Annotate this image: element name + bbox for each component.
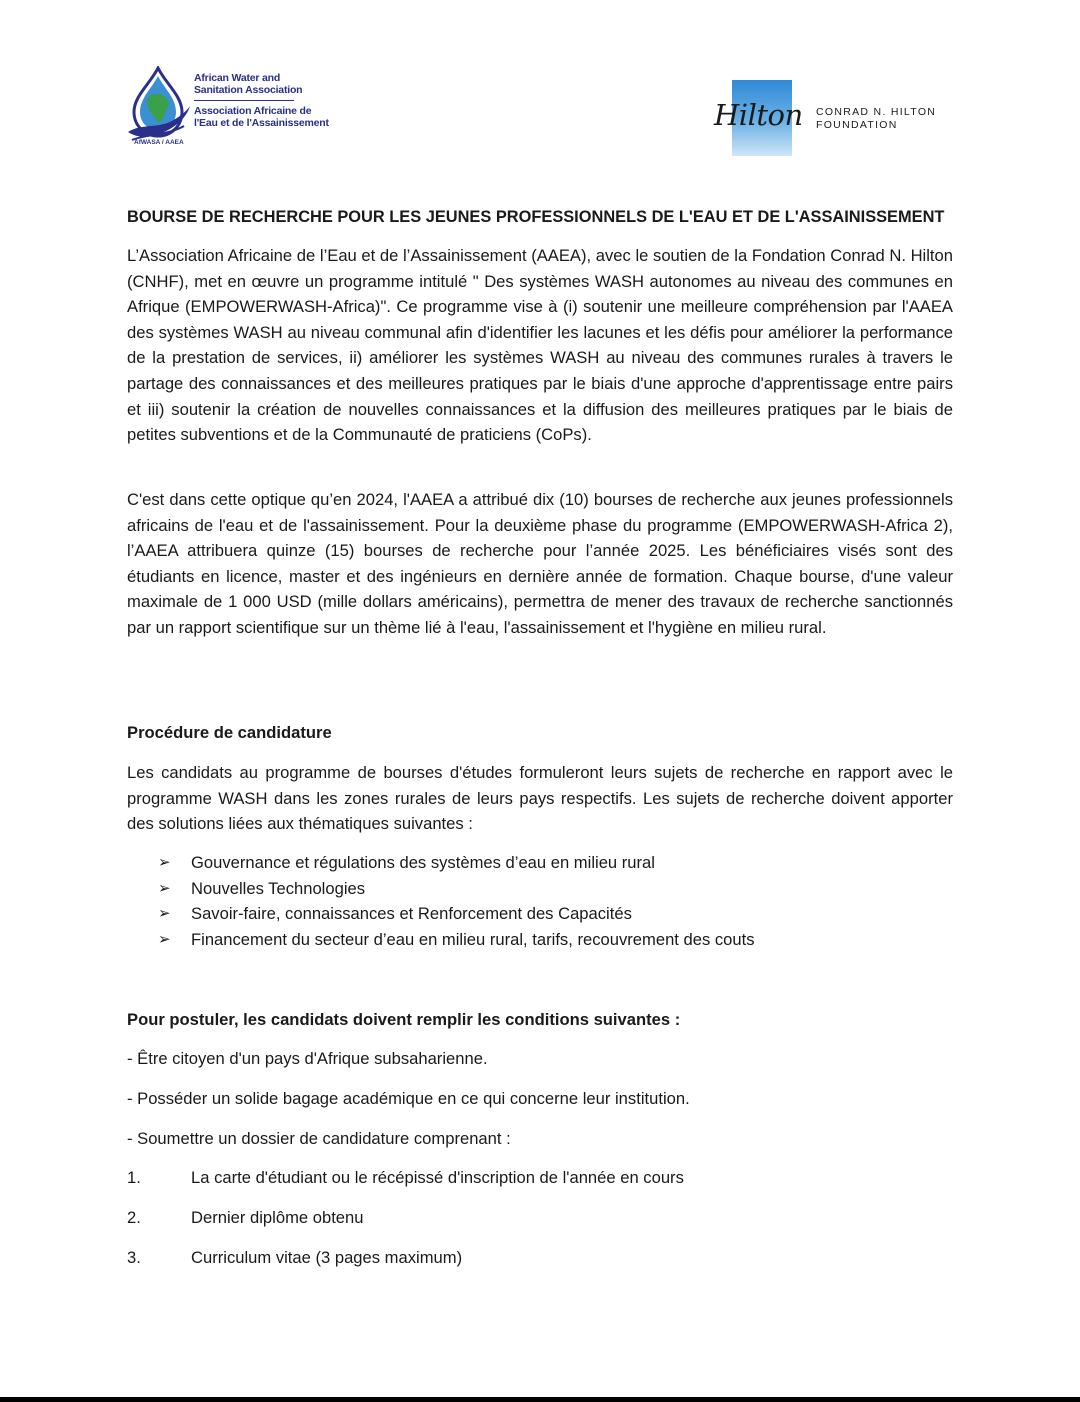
document-list-item xyxy=(127,1206,364,1230)
list-number: 2. xyxy=(127,1208,141,1227)
hilton-foundation-logo xyxy=(712,80,942,156)
list-item xyxy=(158,927,755,953)
scholarship-section xyxy=(127,487,953,641)
hilton-name-line-2: FOUNDATION xyxy=(816,119,898,131)
afwasa-tagline: AfWASA / AAEA xyxy=(134,139,184,146)
list-item xyxy=(158,901,755,927)
intro-section xyxy=(127,243,953,448)
arrow-bullet-icon: ➢ xyxy=(158,931,171,949)
procedure-paragraph: Les candidats au programme de bourses d'études formuleront leurs sujets de recherche en rapport avec le programme WASH dans les zones rurales de leurs pays respectifs. Les sujets de recherche doivent apporter des solutions liées aux thématiques suivantes : xyxy=(127,763,953,834)
list-text: La carte d'étudiant ou le récépissé d'inscription de l'année en cours xyxy=(191,1168,684,1187)
scholarship-paragraph: C'est dans cette optique qu’en 2024, l'AAEA a attribué dix (10) bourses de recherche aux jeunes professionnels africains de l'eau et de l'assainissement. Pour la deuxième phase du programme (EMPOWERWASH-Africa 2), l’AAEA attribuera quinze (15) bourses de recherche pour l’année 2025. Les bénéficiaires visés sont des étudiants en licence, master et des ingénieurs en dernière année de formation. Chaque bourse, d'une valeur maximale de 1 000 USD (mille dollars américains), permettra de mener des travaux de recherche sanctionnés par un rapport scientifique sur un thème lié à l'eau, l'assainissement et l'hygiène en milieu rural. xyxy=(127,490,953,637)
list-item xyxy=(158,850,755,876)
arrow-bullet-icon: ➢ xyxy=(158,905,171,923)
document-list-item xyxy=(127,1166,684,1190)
procedure-heading: Procédure de candidature xyxy=(127,723,332,742)
arrow-bullet-icon: ➢ xyxy=(158,879,171,897)
arrow-bullet-icon: ➢ xyxy=(158,854,171,871)
condition-line: - Être citoyen d'un pays d'Afrique subsaharienne. xyxy=(127,1049,488,1068)
hilton-name-line-1: CONRAD N. HILTON xyxy=(816,106,937,118)
intro-paragraph: L’Association Africaine de l’Eau et de l’Assainissement (AAEA), avec le soutien de la Fondation Conrad N. Hilton (CNHF), met en œuvre un programme intitulé " Des systèmes WASH autonomes au niveau des communes en Afrique (EMPOWERWASH-Africa)". Ce programme vise à (i) soutenir une meilleure compréhension par l'AAEA des systèmes WASH au niveau communal afin d'identifier les lacunes et les défis pour améliorer la performance de la prestation de services, ii) améliorer les systèmes WASH au niveau des communes rurales à travers le partage des connaissances et des meilleures pratiques par le biais d'une approche d'apprentissage entre pairs et iii) soutenir la création de nouvelles connaissances et la diffusion des meilleures pratiques par le biais de petites subventions et de la Communauté de praticiens (CoPs). xyxy=(127,246,953,445)
theme-text: Financement du secteur d’eau en milieu rural, tarifs, recouvrement des couts xyxy=(191,930,755,950)
condition-line: - Soumettre un dossier de candidature comprenant : xyxy=(127,1129,511,1148)
water-drop-africa-icon xyxy=(126,66,192,144)
afwasa-logo xyxy=(126,66,329,152)
afwasa-name-fr-1: Association Africaine de xyxy=(194,105,312,117)
list-item xyxy=(158,876,755,902)
list-text: Dernier diplôme obtenu xyxy=(191,1208,364,1227)
themes-list xyxy=(158,850,755,953)
afwasa-name-en-2: Sanitation Association xyxy=(194,84,303,96)
document-title: BOURSE DE RECHERCHE POUR LES JEUNES PROFESSIONNELS DE L'EAU ET DE L'ASSAINISSEMENT xyxy=(127,208,945,226)
theme-text: Nouvelles Technologies xyxy=(191,878,366,898)
bottom-edge-bar xyxy=(0,1397,1080,1402)
hilton-foundation-name xyxy=(816,106,936,132)
procedure-section xyxy=(127,760,953,837)
condition-line: - Posséder un solide bagage académique en ce qui concerne leur institution. xyxy=(127,1089,690,1108)
list-number: 3. xyxy=(127,1248,141,1267)
afwasa-divider xyxy=(194,100,294,101)
list-number: 1. xyxy=(127,1168,141,1187)
afwasa-name-block xyxy=(194,72,334,129)
afwasa-name-fr-2: l'Eau et de l'Assainissement xyxy=(194,117,329,129)
document-list-item xyxy=(127,1246,462,1270)
conditions-heading: Pour postuler, les candidats doivent remplir les conditions suivantes : xyxy=(127,1010,681,1029)
afwasa-name-en-1: African Water and xyxy=(194,72,281,84)
theme-text: Gouvernance et régulations des systèmes d’eau en milieu rural xyxy=(191,853,655,872)
theme-text: Savoir-faire, connaissances et Renforcement des Capacités xyxy=(191,904,632,924)
hilton-script-wordmark: Hilton xyxy=(714,98,803,132)
list-text: Curriculum vitae (3 pages maximum) xyxy=(191,1248,463,1267)
